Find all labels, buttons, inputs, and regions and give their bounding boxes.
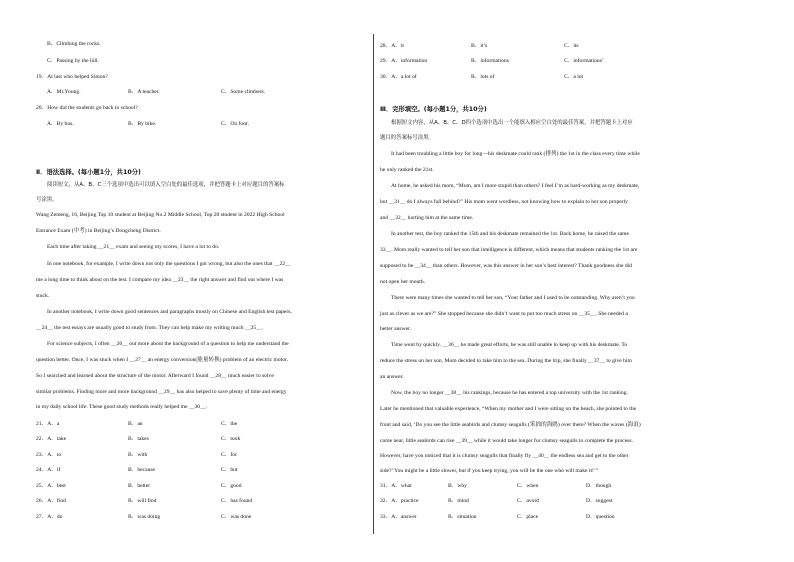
option-31-c: C．when xyxy=(517,483,539,489)
section3-instruction-line1: 根据短文内容，从A、B、C、D四个选项中选出一个能填入相应空白处的最佳答案，并把答题卡上对应 xyxy=(391,120,633,126)
passage-line: come near, little seabirds can rise ＿39＿ while it would take longer for clumsy seagulls to complete the process. xyxy=(380,438,633,444)
section3-instruction-line2: 题目的答案标号涂黑。 xyxy=(380,135,434,141)
option-31-b: B．why xyxy=(448,483,467,489)
option-23-a: 23．A．to xyxy=(36,452,62,458)
q19-option-b: B．A teacher. xyxy=(128,89,160,95)
option-27-a: 27．A．do xyxy=(36,514,63,520)
passage-line: similar problems. Finding more and more background ＿29＿ has also helped to save plenty of time and energy xyxy=(36,389,287,395)
q19-option-c: C．Some climbers. xyxy=(221,89,266,95)
option-23-c: C．for xyxy=(221,452,237,458)
option-28-b: B．it’s xyxy=(471,43,488,49)
passage-line: supposed to be ＿34＿ than others. However, was this answer in her son’s best interest? Thank goodness she did xyxy=(380,263,632,269)
section2-instruction-line2: 号涂黑。 xyxy=(36,197,58,203)
passage-line: At home, he asked his mom, “Mom, am I more stupid than others? I feel I’m as hard-working as my deskmate, xyxy=(391,183,640,189)
option-24-a: 24．A．if xyxy=(36,467,61,473)
passage-line: Time went by quickly. ＿36＿ he made great efforts, he was still unable to keep up with his deskmate. To xyxy=(391,342,628,348)
passage-line: me a long time to think about on the test. I compare my idea ＿23＿ the right answer and find out where I was xyxy=(36,277,284,283)
passage-line: reduce the stress on her son, Mom decided to take him to the sea. During the trip, she finally ＿37＿ to give him xyxy=(380,358,632,364)
option-21-a: 21．A．a xyxy=(36,421,60,427)
option-31-d: D．though xyxy=(586,483,612,489)
column-divider xyxy=(373,34,374,534)
option-30-b: B．lots of xyxy=(471,74,495,80)
option-25-b: B．better xyxy=(128,483,151,489)
passage-line: Later he mentioned that valuable experience, “When my mother and I were sitting on the beach, she pointed to the xyxy=(380,406,637,412)
option-29-b: B．informations xyxy=(471,58,509,64)
passage-line: There were many times she wanted to tell her son, “Your father and I used to be outstanding. Why aren’t you xyxy=(391,295,635,301)
option-30-a: 30．A．a lot of xyxy=(380,74,417,80)
passage-line: Each time after taking ＿21＿ exam and seeing my scores, I have a lot to do. xyxy=(47,244,220,250)
option-33-d: D．question xyxy=(586,514,615,520)
passage-line: in my daily school life. These good study methods really helped me ＿30＿. xyxy=(36,404,208,410)
passage-line: Now, the boy no longer ＿38＿ his rankings, because he has entered a top university with the 1st ranking. xyxy=(391,390,628,396)
option-22-c: C．took xyxy=(221,436,241,442)
option-24-c: C．but xyxy=(221,467,238,473)
option-33-a: 33．A．answer xyxy=(380,514,417,520)
passage-line: So I searched and learned about the structure of the motor. Afterward I found ＿28＿ much easier to solve xyxy=(36,373,274,379)
passage-line: not open her mouth. xyxy=(380,279,426,285)
option-24-b: B．because xyxy=(128,467,156,473)
passage-line: It had been troubling a little boy for long—his deskmate could rank (排列) the 1st in the class every time while xyxy=(391,151,640,157)
option-31-a: 31．A．what xyxy=(380,483,412,489)
option-25-c: C．good xyxy=(221,483,242,489)
option-27-c: C．was done xyxy=(221,514,252,520)
q20-option-b: B．By bike. xyxy=(128,121,157,127)
q20-stem: 20．How did the students go back to school? xyxy=(36,105,138,111)
option-32-c: C．avoid xyxy=(517,498,539,504)
passage-line: he only ranked the 21st. xyxy=(380,167,434,173)
q20-option-c: C．On foot. xyxy=(221,121,249,127)
option-26-c: C．has found xyxy=(221,498,253,504)
option-25-a: 25．A．best xyxy=(36,483,66,489)
passage-line: and ＿32＿ hurting him at the same time. xyxy=(380,215,474,221)
passage-line: just as clever as we are?” She stopped because she didn’t want to put too much stress on ＿35＿. She needed a xyxy=(380,311,628,317)
option-21-c: C．the xyxy=(221,421,238,427)
option-32-a: 32．A．practice xyxy=(380,498,419,504)
option-22-a: 22．A．take xyxy=(36,436,67,442)
q19-stem: 19．At last who helped Simon? xyxy=(36,74,108,80)
passage-line: an answer. xyxy=(380,374,404,380)
passage-line: ＿24＿ the test essays are usually good to study from. They can help make my writing much ＿25＿. xyxy=(36,325,264,331)
option-32-d: D．suggest xyxy=(586,498,613,504)
passage-line: In another notebook, I write down good sentences and paragraphs mostly on Chinese and English test papers, xyxy=(47,309,292,315)
q19-option-a: A．Mr.Young. xyxy=(47,89,81,95)
option-29-c: C．informations’ xyxy=(564,58,604,64)
passage-line: 33＿. Mom really wanted to tell her son that intelligence is different, which means that students ranking the 1st are xyxy=(380,247,638,253)
option-26-a: 26．A．find xyxy=(36,498,66,504)
passage-line: In one notebook, for example, I write down not only the questions I got wrong, but also the ones that ＿22＿ xyxy=(47,261,291,267)
option-33-b: B．situation xyxy=(448,514,477,520)
section2-title: Ⅱ．语法选择。(每小题1分，共10分) xyxy=(36,169,141,176)
option-26-b: B．will find xyxy=(128,498,157,504)
option-28-c: C．its xyxy=(564,43,579,49)
option-23-b: B．with xyxy=(128,452,148,458)
section3-title: Ⅲ．完形填空。(每小题1分，共10分) xyxy=(380,106,487,113)
passage-line: Wang Zemeng, 16, Beijing Top 10 student at Beijing No.2 Middle School, Top 20 student in 2022 High School xyxy=(36,212,285,218)
option-27-b: B．was doing xyxy=(128,514,161,520)
passage-line: front and said, ‘Do you see the little seabirds and clumsy seagulls (笨拙的海鸥) over there? When the waves (海浪) xyxy=(380,422,641,428)
option-22-b: B．takes xyxy=(128,436,149,442)
passage-line: but ＿31＿ do I always fall behind?” His mom went wordless, not knowing how to explain to her son properly xyxy=(380,199,628,205)
option-33-c: C．place xyxy=(517,514,539,520)
passage-line: better answer. xyxy=(380,326,412,332)
passage-line: side?’ You might be a little slower, but if you keep trying, you will be the one who will make it!’” xyxy=(380,468,599,474)
option-28-a: 28．A．it xyxy=(380,43,404,49)
passage-line: question better. Once, I was stuck when I ＿27＿ an energy conversion(能量转换) problem of an electric motor. xyxy=(36,357,289,363)
passage-line: In another test, the boy ranked the 15th and his deskmate remained the 1st. Back home, he raised the same xyxy=(391,231,629,237)
passage-line: However, have you noticed that it is clumsy seagulls that finally fly ＿40＿ the endless sea and get to the other xyxy=(380,453,629,459)
passage-line: For science subjects, I often ＿26＿ out more about the background of a question to help me understand the xyxy=(47,341,289,347)
option-29-a: 29．A．information xyxy=(380,58,428,64)
section2-instruction-line1: 阅读短文，从A、B、C三个选项中选出可以填入空白处的最佳选项，并把答题卡上对应题目的答案标 xyxy=(47,182,285,188)
passage-line: stuck. xyxy=(36,293,50,299)
option-30-c: C．a lot xyxy=(564,74,584,80)
q18-option-b: B．Climbing the rocks. xyxy=(47,41,101,47)
option-21-b: B．an xyxy=(128,421,143,427)
q18-option-c: C．Passing by the hill. xyxy=(47,58,99,64)
option-32-b: B．mind xyxy=(448,498,469,504)
passage-line: Entrance Exam (中考) in Beijing’s Dongcheng District. xyxy=(36,228,161,234)
q20-option-a: A．By bus. xyxy=(47,121,74,127)
